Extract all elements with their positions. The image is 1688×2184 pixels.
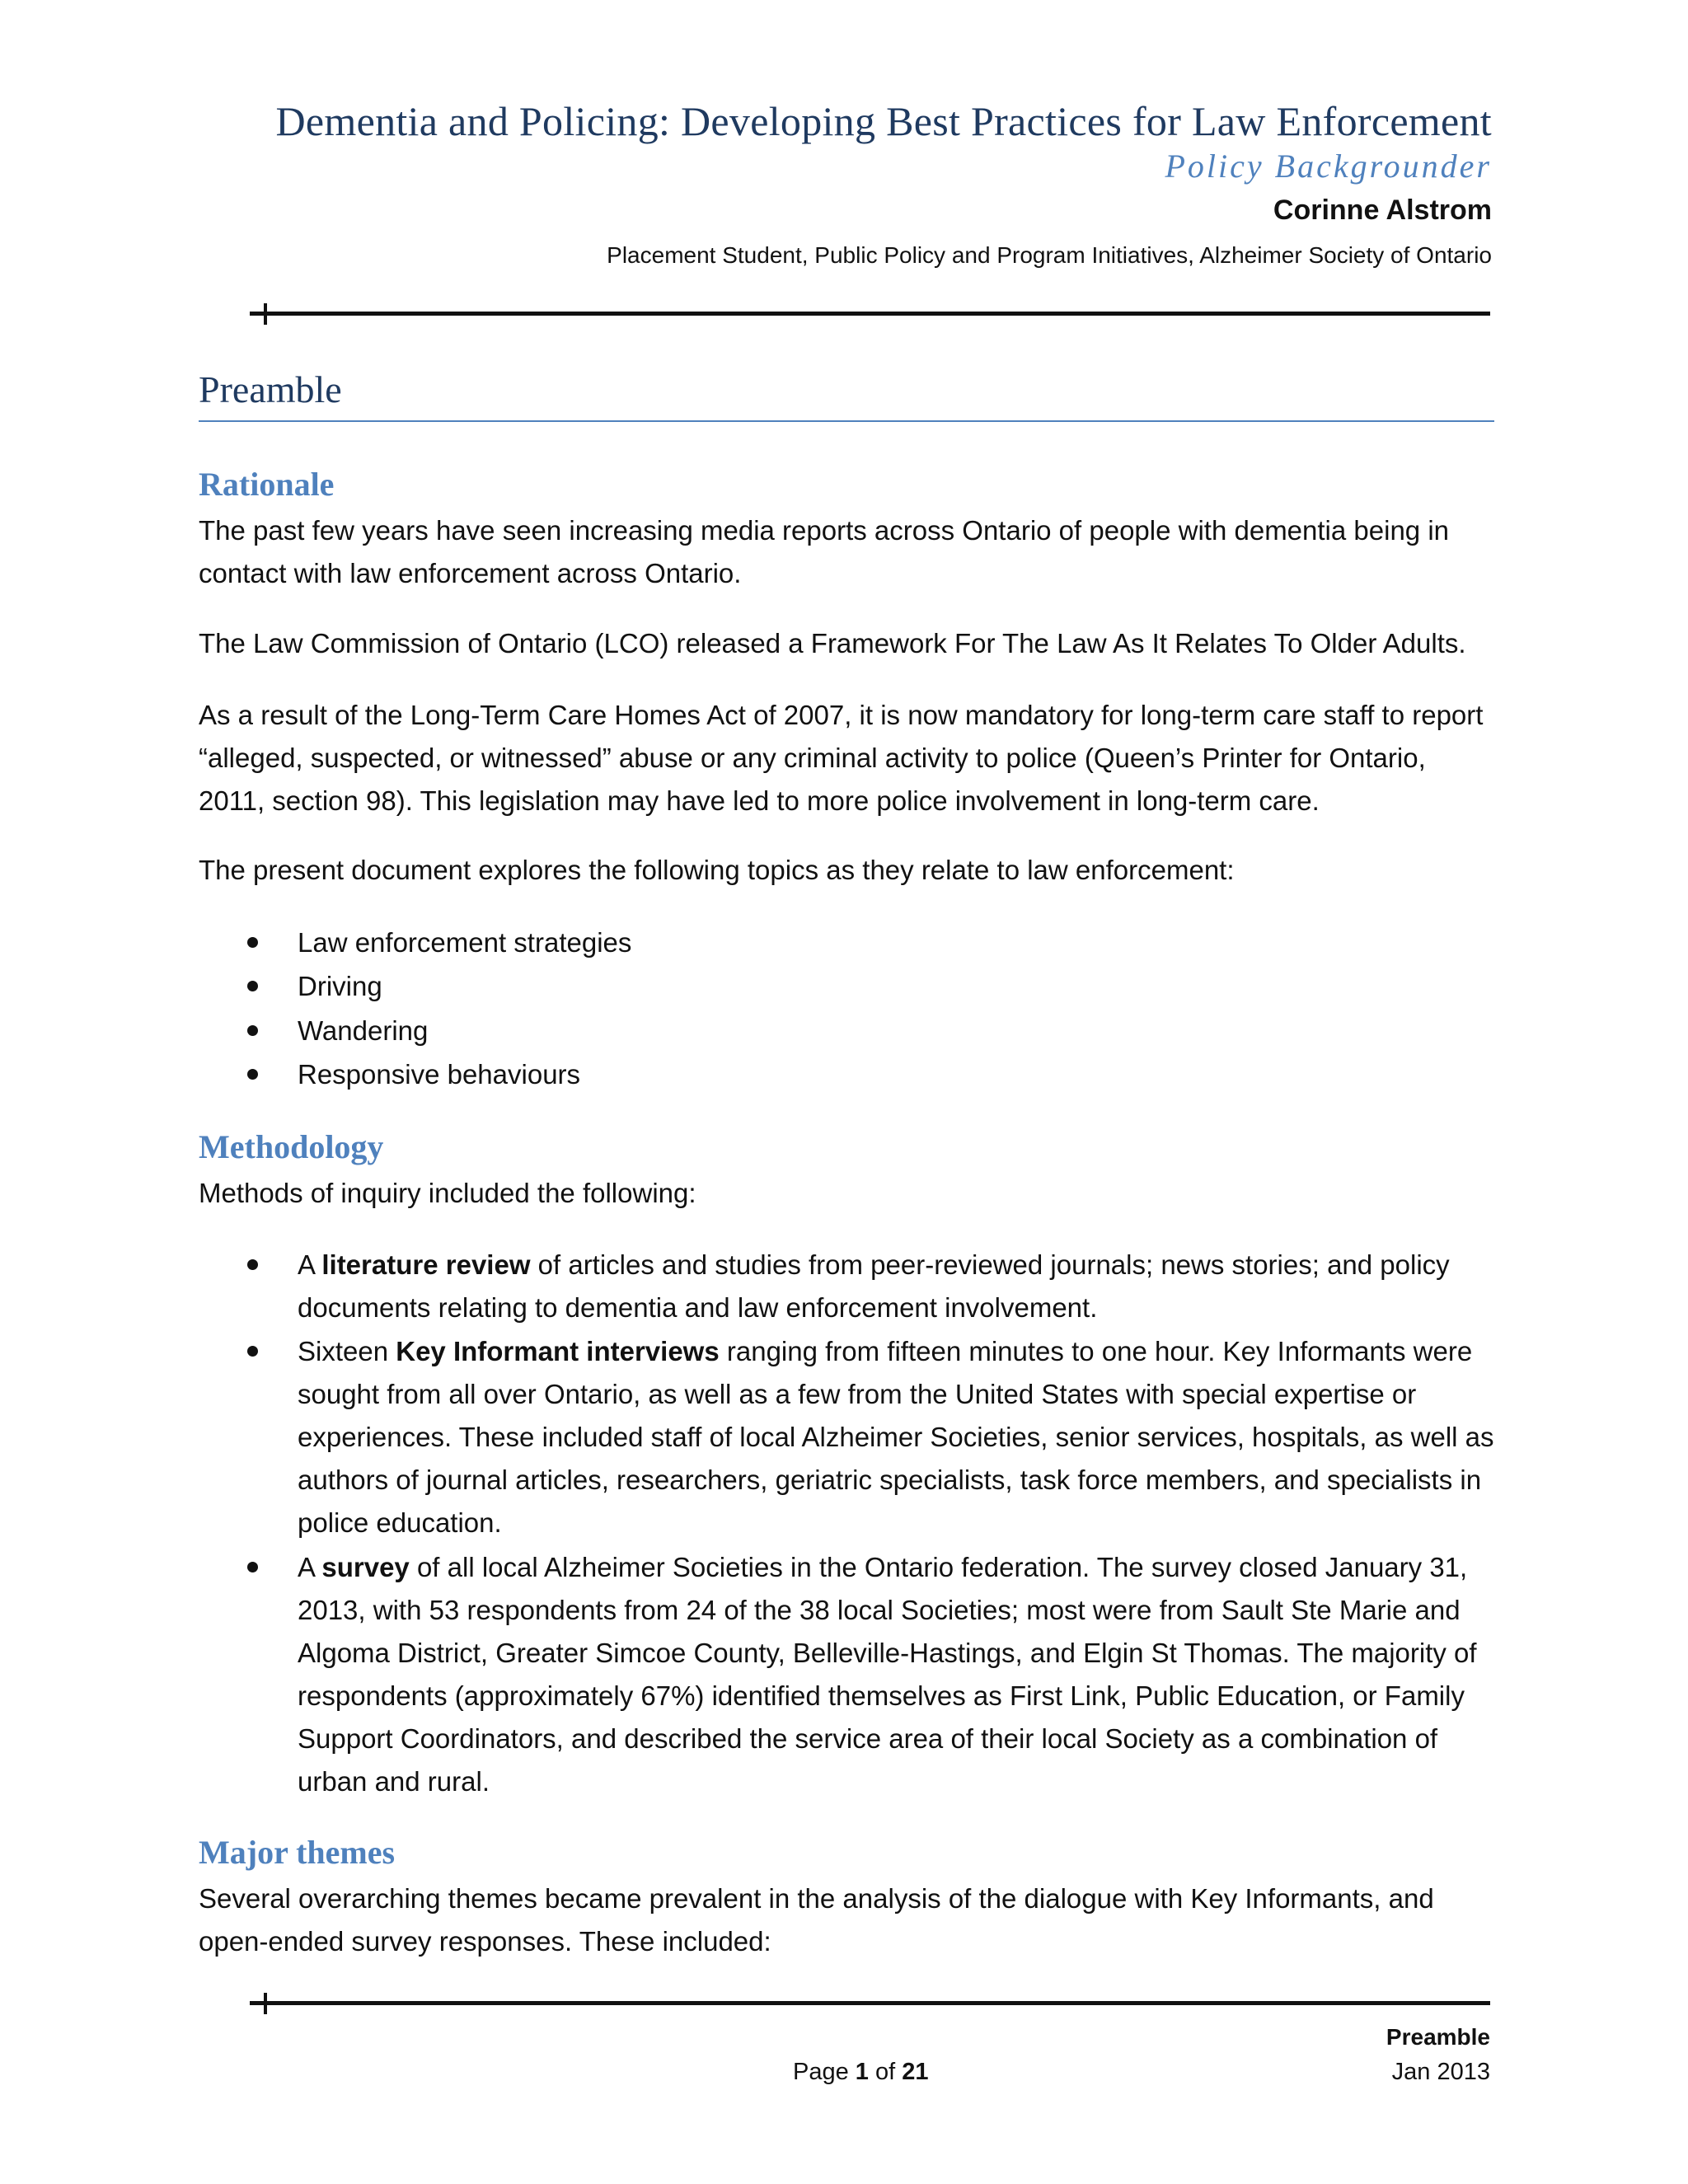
document-subtitle: Policy Backgrounder — [1165, 148, 1492, 185]
author-affiliation: Placement Student, Public Policy and Program Initiatives, Alzheimer Society of Ontario — [607, 242, 1492, 268]
header-rule — [250, 312, 1490, 316]
rationale-paragraph-2: The Law Commission of Ontario (LCO) released a Framework For The Law As It Relates To Older Adults. — [199, 628, 1466, 658]
footer-section: Preamble — [1386, 2024, 1490, 2050]
rationale-paragraph-4: The present document explores the following topics as they relate to law enforcement: — [199, 855, 1235, 885]
bullet-icon — [247, 1025, 258, 1036]
bullet-icon — [247, 937, 258, 948]
footer-rule-tick — [264, 1993, 267, 2014]
rationale-heading: Rationale — [199, 466, 335, 503]
document-page: Dementia and Policing: Developing Best Practices for Law Enforcement Policy Backgrounder Corinne Alstrom Placement Student, Public Policy and Program Initiatives, Alzheimer Society of Ontario Preamble Rationale The past few years have seen increasing media reports across Ontario of people with dementia being in contact with law enforcement across Ontario. The Law Commission of Ontario (LCO) released a Framework For The Law As It Relates To Older Adults. As a result of the Long-Term Care Homes Act of 2007, it is now mandatory for long-term care staff to report “alleged, suspected, or witnessed” abuse or any criminal activity to police (Queen’s Printer for Ontario, 2011, section 98). This legislation may have led to more police involvement in long-term care. The present document explores the following topics as they relate to law enforcement: Law enforcement strategies Driving Wandering Responsive behaviours Methodology Methods of inquiry included the following: A literature review of articles and studies from peer-reviewed journals; news stories; and policy documents relating to dementia and law enforcement involvement. Sixteen Key Informant interviews ranging from fifteen minutes to one hour. Key Informants were sought from all over Ontario, as well as a few from the United States with special expertise or experiences. These included staff of local Alzheimer Societies, senior services, hospitals, as well as authors of journal articles, researchers, geriatric specialists, task force members, and specialists in police education. A survey of all local Alzheimer Societies in the Ontario federation. The survey closed January 31, 2013, with 53 respondents from 24 of the 38 local Societies; most were from Sault Ste Marie and Algoma District, Greater Simcoe County, Belleville-Hastings, and Elgin St Thomas. The majority of respondents (approximately 67%) identified themselves as First Link, Public Education, or Family Support Coordinators, and described the service area of their local Society as a combination of urban and rural. Major themes Several overarching themes became prevalent in the analysis of the dialogue with Key Informants, and open-ended survey responses. These included: Preamble Page 1 of 21 Jan 2013 — [0, 0, 1688, 2184]
themes-paragraph: Several overarching themes became prevalent in the analysis of the dialogue with Key Informants, and open-ended survey responses. These included: — [199, 1883, 1434, 1957]
bullet-icon — [247, 1069, 258, 1080]
bullet-icon — [247, 1346, 258, 1357]
rationale-paragraph-3: As a result of the Long-Term Care Homes Act of 2007, it is now mandatory for long-term care staff to report “alleged, suspected, or witnessed” abuse or any criminal activity to police (Queen’s Printer for Ontario, 2011, section 98). This legislation may have led to more police involvement in long-term care. — [199, 700, 1484, 816]
bullet-icon — [247, 981, 258, 991]
methodology-intro: Methods of inquiry included the following: — [199, 1178, 696, 1208]
bullet-icon — [247, 1259, 258, 1270]
header-rule-tick — [264, 303, 267, 325]
section-rule — [199, 420, 1494, 422]
rationale-paragraph-1: The past few years have seen increasing media reports across Ontario of people with dementia being in contact with law enforcement across Ontario. — [199, 515, 1450, 588]
footer-rule — [250, 2001, 1490, 2005]
methodology-heading: Methodology — [199, 1128, 384, 1165]
page-number: Page 1 of 21 — [793, 2059, 929, 2085]
document-title: Dementia and Policing: Developing Best Practices for Law Enforcement — [275, 98, 1492, 144]
footer-date: Jan 2013 — [1391, 2059, 1490, 2085]
bullet-icon — [247, 1562, 258, 1572]
author-name: Corinne Alstrom — [1273, 194, 1492, 226]
themes-heading: Major themes — [199, 1834, 396, 1871]
section-title: Preamble — [199, 368, 342, 410]
